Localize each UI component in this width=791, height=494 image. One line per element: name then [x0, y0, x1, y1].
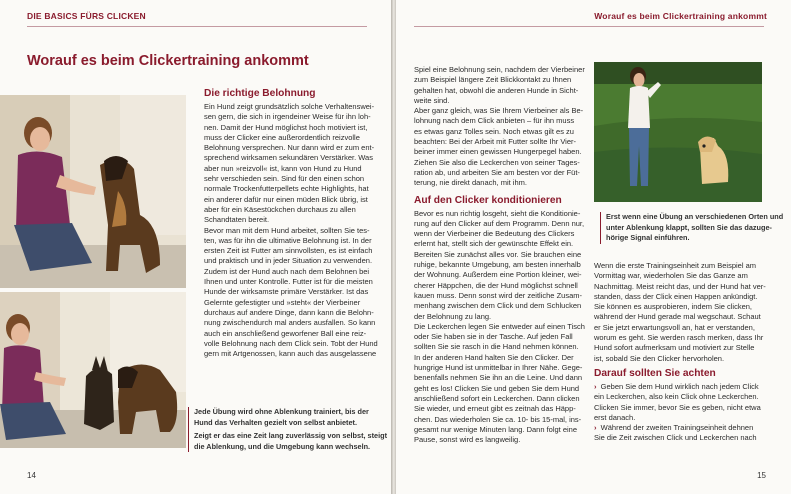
body-line: Bevor man mit dem Hund arbeitet, sollten Sie tes- [204, 225, 370, 235]
page-number-right: 15 [757, 471, 766, 480]
tip-line: Sie die Zeit zwischen Click und Leckerchen nach [594, 433, 757, 443]
tip-line: Clicken Sie immer, bevor Sie es geben, nicht etwa [594, 402, 761, 412]
body-line: sprechend wirksamen sekundären Verstärker. Was [204, 153, 373, 163]
section-heading: Auf den Clicker konditionieren [414, 194, 562, 206]
body-line: Sie wieder, und erneut gibt es zeitnah das Häpp- [414, 404, 576, 414]
body-line: anschließend sofort ein Leckerchen. Dann clicken [414, 393, 580, 403]
caption-line: hörige Signal einführen. [606, 233, 690, 242]
body-line: geht es los! Clicken Sie und geben Sie dem Hund [414, 383, 580, 393]
body-line: Ziehen Sie also die Leckerchen von seiner Tages- [414, 157, 580, 167]
body-line: Gelernte gefestigter und »steht« der Vierbeiner [204, 297, 361, 307]
photo-caption-right [600, 212, 783, 244]
caption-line: Zeigt er das eine Zeit lang zuverlässig von selbst, steigt [194, 431, 388, 440]
caption-line: die Ablenkung, und die Umgebung kann wechseln. [194, 441, 371, 451]
body-line: standen, dass der Click einen Happen ankündigt. [594, 291, 758, 301]
section-richtige-belohnung [204, 87, 384, 359]
body-line: sollten Sie sie rasch in die Hand nehmen können. [414, 342, 579, 352]
header-rule-right [414, 26, 764, 27]
body-line: volle Belohnung nach dem Click sein. Tobt der Hund [204, 338, 378, 348]
photo-woman-dog-meadow [594, 62, 762, 202]
body-line: der Belohnung zu lang. [414, 311, 492, 321]
page-title: Worauf es beim Clickertraining ankommt [27, 53, 309, 69]
body-line: In der anderen Hand halten Sie den Clicker. Der [414, 352, 574, 362]
body-line: oder Sie haben sie in der Tasche. Auf jeden Fall [414, 332, 573, 342]
body-line: beachten: Bei der Arbeit mit Futter sollte Ihr Vier- [414, 137, 577, 147]
body-line: Wenn die erste Trainingseinheit zum Beispiel am [594, 261, 757, 270]
body-line: und praktisch und in jeder Situation zu verwenden. [204, 256, 373, 266]
photo-caption-left [188, 407, 387, 452]
body-line: während der Hund gerade mal wegschaut. Schaut [594, 312, 761, 322]
body-line: Vormittag war, wiederholen Sie das Ganze am [594, 271, 748, 281]
middle-column [414, 65, 584, 445]
subsection-heading: Darauf sollten Sie achten [594, 367, 716, 379]
body-line: nen. Damit der Hund möglichst hoch motiviert ist, [204, 122, 368, 132]
body-line: Hunde der wirksamste primäre Verstärker. Ist das [204, 287, 369, 297]
body-line: aber für ein Käsestückchen durchaus zu allen [204, 204, 356, 214]
body-line: durchaus auf andere Dinge, dann kann die Belohn- [204, 307, 374, 317]
body-line: chen. Das wiederholen Sie ca. 10- bis 15-mal, ins- [414, 414, 582, 424]
body-line: gern mit Artgenossen, kann auch das ausgelassene [204, 349, 377, 359]
body-line: lohnung nach dem Click anbieten – für ihn muss [414, 116, 575, 126]
body-line: Belohnung versprechen. Nur dann wird er zum ent- [204, 143, 375, 153]
body-line: der Wohnung. Außerdem eine Portion kleiner, wei- [414, 270, 582, 280]
body-line: ist, sobald Sie den Clicker hervorholen. [594, 353, 725, 363]
photo-woman-feeding-dog [0, 95, 186, 288]
caption-line: Jede Übung wird ohne Ablenkung trainiert, bis der [194, 407, 369, 416]
body-line: ten, was für ihn die ultimative Belohnung ist. In der [204, 235, 372, 245]
right-page [396, 0, 791, 494]
bullet-marker: › [594, 423, 597, 433]
body-line: menhang zwischen dem Click und dem Schlucken [414, 301, 582, 311]
body-line: Aber ganz gleich, was Sie Ihrem Vierbeiner als Be- [414, 106, 584, 116]
body-line: gesamt nur wenige Minuten lang. Dann folgt eine [414, 424, 578, 434]
body-line: sehr verschieden sein. Sind für den einen schon [204, 174, 365, 184]
body-line: aber nun »reizvoll« ist, kann von Hund zu Hund [204, 163, 362, 173]
tip-line: erst danach. [594, 412, 636, 422]
body-line: sen gern, die sich in irgendeiner Weise für ihn loh- [204, 112, 371, 122]
section-body [204, 102, 384, 359]
body-line: cherer Häppchen, die der Hund möglichst schnell [414, 280, 578, 290]
section-heading: Die richtige Belohnung [204, 88, 316, 99]
body-line: Die Leckerchen legen Sie entweder auf einen Tisch [414, 321, 585, 331]
page-number-left: 14 [27, 471, 36, 480]
body-line: Zudem ist der Hund auch nach dem Belohnen bei [204, 266, 370, 276]
body-line: auch ein anschließend geworfener Ball eine reiz- [204, 328, 367, 338]
running-head-left: DIE BASICS FÜRS CLICKEN [27, 11, 146, 21]
body-line: Spiel eine Belohnung sein, nachdem der Vierbeiner [414, 65, 585, 74]
body-line: Sie können es ausprobieren, indem Sie clicken, [594, 302, 753, 312]
body-line: Pause, sonst wird es langweilig. [414, 435, 521, 445]
body-line: beiner immer einen gewissen Hungerpegel haben. [414, 147, 582, 157]
tip-text: Geben Sie dem Hund wirklich nach jedem Click [600, 381, 759, 391]
tip-line [594, 382, 779, 392]
body-line: terung, nie direkt danach, mit ihm. [414, 178, 527, 188]
tip-line: ein Leckerchen, also kein Click ohne Leckerchen. [594, 392, 759, 402]
body-line: nung zwischendurch mal anders ausfallen. So kann [204, 318, 376, 328]
body-line: weite sind. [414, 95, 450, 105]
body-line: zum Beispiel längere Zeit Blickkontakt zu Ihnen [414, 75, 572, 85]
caption-line: unter Ablenkung klappt, sollten Sie das dazuge- [606, 222, 772, 232]
section-body [414, 209, 584, 446]
right-column [594, 261, 779, 444]
body-line: worum es geht. Sie werden rasch merken, dass Ihr [594, 333, 764, 343]
body-line: ersten Zeit ist Futter am sinnvollsten, es ist einfach [204, 246, 373, 256]
tips-list [594, 382, 779, 444]
body-line: Schandtaten bereit. [204, 215, 270, 225]
body-line: benenfalls nehmen Sie ihn an die Leine. Und dann [414, 373, 583, 383]
body-line: Nachmittag. Meist reicht das, und der Hund hat ver- [594, 281, 766, 291]
body-line: wenn der Vierbeiner die Bedeutung des Clickers [414, 229, 575, 239]
body-line: muss der Clicker eine außerordentlich reizvolle [204, 132, 360, 142]
body-line: gehalten hat, obwohl die anderen Hunde in Sicht- [414, 85, 579, 95]
body-line: Bevor es nun richtig losgeht, sieht die Konditionie- [414, 208, 581, 218]
body-line: Ein Hund zeigt grundsätzlich solche Verhaltenswei- [204, 102, 375, 111]
bullet-marker: › [594, 381, 597, 391]
body-line: Ihnen und unter Kontrolle. Futter ist für die meisten [204, 277, 373, 287]
body-line: erlernt hat, stellt sich der gewünschte Effekt ein. [414, 239, 574, 249]
body-line: Bereiten Sie zunächst alles vor. Sie brauchen eine [414, 249, 582, 259]
body-line: ration ab, und arbeiten Sie am besten vor der Füt- [414, 167, 580, 177]
intro-body [414, 65, 584, 189]
caption-line: Erst wenn eine Übung an verschiedenen Orten und [606, 212, 784, 221]
body-line: kauen muss. Denn sonst wird der zeitliche Zusam- [414, 290, 582, 300]
caption-line: Hund das Verhalten gezielt von selbst anbietet. [194, 417, 358, 427]
tip-text: Während der zweiten Trainingseinheit dehnen [600, 423, 754, 433]
photo-woman-two-dogs [0, 292, 186, 448]
body-line: ein anderer dafür nur einen müden Blick übrig, ist [204, 194, 368, 204]
header-rule-left [27, 26, 367, 27]
body-line: rung auf den Clicker auf dem Programm. Denn nur, [414, 218, 585, 228]
running-head-right: Worauf es beim Clickertraining ankommt [594, 11, 767, 21]
body-line: normale Trockenfutterpellets echte Highlights, hat [204, 184, 369, 194]
tip-line [594, 423, 779, 433]
body-line: es etwas ganz Tolles sein. Noch etwas gilt es zu [414, 126, 574, 136]
left-page [0, 0, 391, 494]
body-line: hungrige Hund ist unmittelbar in Ihrer Nähe. Gege- [414, 363, 583, 373]
body-line: er Sie jetzt erwartungsvoll an, hat er verstanden, [594, 322, 755, 332]
body-line: Hund sofort aufmerksam und motiviert zur Stelle [594, 343, 755, 353]
body-line: ruhige, bekannte Umgebung, am besten innerhalb [414, 260, 581, 270]
right-column-body [594, 261, 779, 364]
